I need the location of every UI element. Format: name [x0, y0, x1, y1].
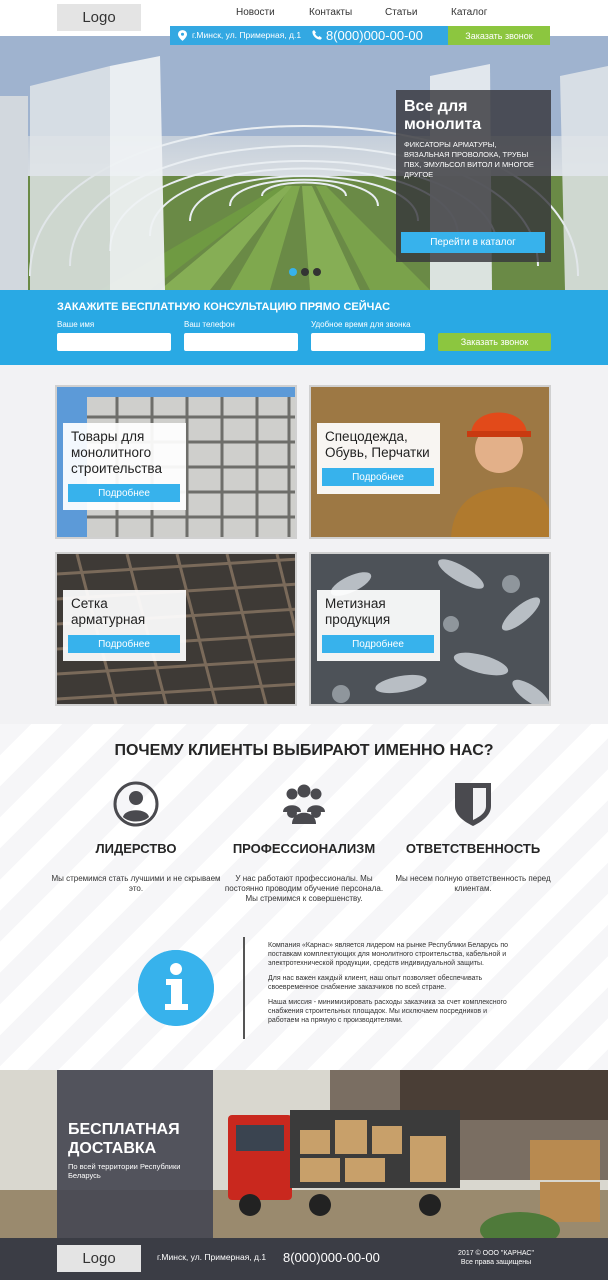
nav-news[interactable]: Новости — [236, 7, 275, 18]
phone-icon — [312, 30, 322, 40]
feature-leadership — [51, 780, 221, 894]
header-address: г.Минск, ул. Примерная, д.1 — [192, 30, 302, 40]
feature-text: Мы несем полную ответственность перед клиентам. — [395, 874, 551, 893]
info-divider — [243, 937, 245, 1039]
slider-dots — [289, 268, 321, 276]
category-card-monolith[interactable] — [55, 385, 297, 539]
about-paragraph: Наша миссия - минимизировать расходы заказчика за счет комплексного снабжения строительных площадок. Мы исключаем посредников и работаем на прямую с производителями. — [268, 999, 507, 1024]
feature-responsibility — [388, 780, 558, 894]
footer-address: г.Минск, ул. Примерная, д.1 — [157, 1252, 267, 1262]
slider-dot-1[interactable] — [289, 268, 297, 276]
info-icon — [138, 950, 214, 1026]
header-logo[interactable]: Logo — [57, 4, 141, 31]
category-more-button[interactable]: Подробнее — [322, 468, 434, 486]
category-more-button[interactable]: Подробнее — [322, 635, 434, 653]
slider-dot-2[interactable] — [301, 268, 309, 276]
category-card-mesh[interactable] — [55, 552, 297, 706]
header-phone[interactable]: 8(000)000-00-00 — [326, 28, 423, 43]
hero-catalog-button[interactable]: Перейти в каталог — [401, 232, 545, 253]
category-box — [63, 423, 186, 510]
location-pin-icon — [178, 30, 187, 41]
main-nav — [0, 7, 608, 21]
category-box — [63, 590, 186, 661]
phone-input[interactable] — [184, 333, 298, 351]
category-title: Спецодежда, Обувь, Перчатки — [325, 429, 430, 460]
delivery-banner — [0, 1070, 608, 1238]
feature-title: ПРОФЕССИОНАЛИЗМ — [232, 841, 376, 856]
consult-title: ЗАКАЖИТЕ БЕСПЛАТНУЮ КОНСУЛЬТАЦИЮ ПРЯМО СЕЙЧАС — [57, 301, 391, 313]
site-footer — [0, 1238, 608, 1280]
delivery-text: По всей территории Республики Беларусь — [68, 1162, 181, 1180]
category-more-button[interactable]: Подробнее — [68, 484, 180, 502]
feature-professionalism — [219, 780, 389, 904]
user-icon — [112, 780, 160, 828]
category-card-hardware[interactable] — [309, 552, 551, 706]
category-more-button[interactable]: Подробнее — [68, 635, 180, 653]
slider-dot-3[interactable] — [313, 268, 321, 276]
shield-icon — [449, 780, 497, 828]
name-input[interactable] — [57, 333, 171, 351]
category-title: Метизная продукция — [325, 596, 391, 627]
delivery-title: БЕСПЛАТНАЯ ДОСТАВКА — [68, 1121, 180, 1157]
name-label: Ваше имя — [57, 320, 95, 329]
team-icon — [280, 780, 328, 828]
footer-logo[interactable]: Logo — [57, 1245, 141, 1272]
about-paragraph: Компания «Карнас» является лидером на рынке Республики Беларусь по поставкам комплектующих для монолитного строительства, кабельной и электротехнической продукции, средств индивидуальной защиты. — [268, 942, 509, 967]
hero-items: ФИКСАТОРЫ АРМАТУРЫ, ВЯЗАЛЬНАЯ ПРОВОЛОКА, ТРУБЫ ПВХ, ЭМУЛЬСОЛ ВИТОЛ И МНОГОЕ ДРУГОЕ — [404, 140, 534, 179]
contact-bar — [170, 26, 550, 45]
hero-promo-card — [396, 90, 551, 262]
consultation-form — [0, 290, 608, 365]
why-title: ПОЧЕМУ КЛИЕНТЫ ВЫБИРАЮТ ИМЕННО НАС? — [114, 742, 494, 759]
feature-text: Мы стремимся стать лучшими и не скрываем это. — [51, 874, 221, 893]
nav-articles[interactable]: Статьи — [385, 7, 418, 18]
about-company — [268, 941, 518, 1031]
hero-slider — [0, 36, 608, 290]
feature-title: ОТВЕТСТВЕННОСТЬ — [405, 841, 541, 856]
nav-contacts[interactable]: Контакты — [309, 7, 353, 18]
footer-copyright — [446, 1249, 546, 1267]
category-title: Сетка арматурная — [71, 596, 146, 627]
delivery-info-box — [57, 1070, 213, 1238]
phone-label: Ваш телефон — [184, 320, 235, 329]
feature-text: У нас работают профессионалы. Мы постоянно проводим обучение персонала. Мы стремимся к совершенству. — [224, 874, 384, 903]
time-input[interactable] — [311, 333, 425, 351]
category-card-workwear[interactable] — [309, 385, 551, 539]
copyright-text: 2017 © ООО "КАРНАС" — [458, 1250, 534, 1257]
rights-text: Все права защищены — [460, 1259, 532, 1266]
feature-title: ЛИДЕРСТВО — [95, 841, 177, 856]
time-label: Удобное время для звонка — [311, 320, 411, 329]
consult-call-button[interactable]: Заказать звонок — [438, 333, 551, 351]
hero-title: Все для монолита — [404, 98, 482, 133]
footer-phone[interactable]: 8(000)000-00-00 — [283, 1250, 380, 1265]
category-title: Товары для монолитного строительства — [71, 429, 162, 476]
nav-catalog[interactable]: Каталог — [451, 7, 488, 18]
category-box — [317, 423, 440, 494]
about-paragraph: Для нас важен каждый клиент, наш опыт позволяет обеспечивать своевременное снабжение заказчиков по всей стране. — [268, 975, 483, 991]
header-call-button[interactable]: Заказать звонок — [448, 26, 550, 45]
category-box — [317, 590, 440, 661]
